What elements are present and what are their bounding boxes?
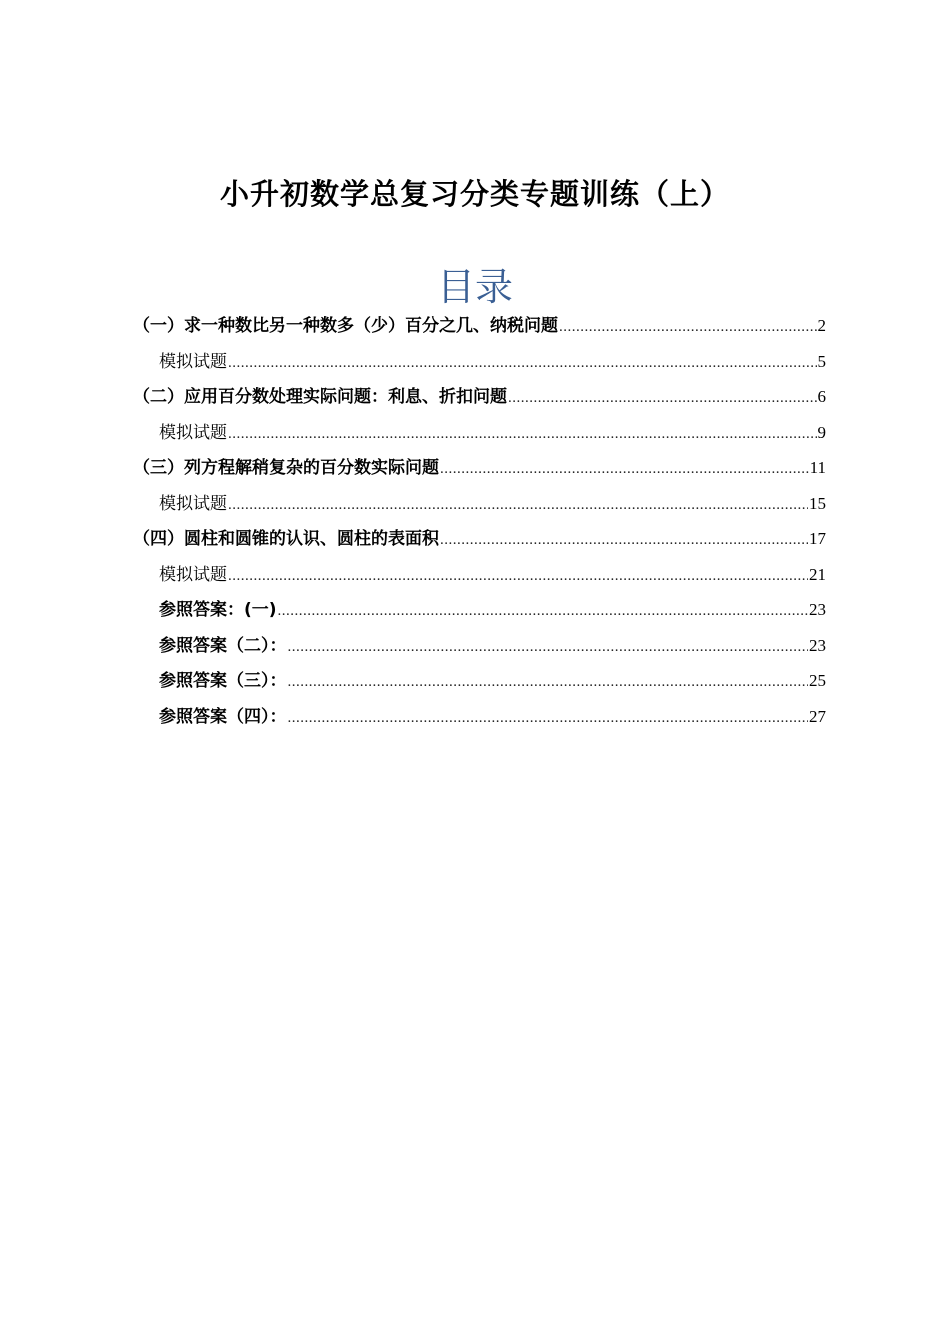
toc-entry[interactable] bbox=[133, 663, 826, 699]
toc-entry[interactable] bbox=[133, 379, 826, 415]
toc-dot-leader bbox=[228, 559, 808, 595]
toc-dot-leader bbox=[228, 417, 817, 453]
toc-entry-label: 模拟试题 bbox=[159, 422, 227, 443]
toc-entry[interactable] bbox=[133, 415, 826, 451]
toc-page-number: 17 bbox=[809, 529, 826, 548]
toc-dot-leader bbox=[508, 381, 817, 417]
toc-entry[interactable] bbox=[133, 486, 826, 522]
toc-dot-leader bbox=[559, 310, 817, 346]
toc-entry[interactable] bbox=[133, 628, 826, 664]
toc-dot-leader bbox=[440, 452, 809, 488]
toc-entry[interactable] bbox=[133, 521, 826, 557]
toc-dot-leader bbox=[288, 701, 809, 737]
toc-entry-label: （四）圆柱和圆锥的认识、圆柱的表面积 bbox=[133, 529, 439, 549]
toc-page-number: 2 bbox=[817, 316, 826, 335]
toc-entry-label: 模拟试题 bbox=[159, 351, 227, 372]
table-of-contents bbox=[133, 308, 826, 734]
toc-page-number: 6 bbox=[817, 387, 826, 406]
toc-entry-label: （二）应用百分数处理实际问题：利息、折扣问题 bbox=[133, 387, 507, 407]
toc-page-number: 21 bbox=[809, 564, 826, 584]
toc-dot-leader bbox=[288, 630, 809, 666]
toc-entry[interactable] bbox=[133, 699, 826, 735]
toc-entry[interactable] bbox=[133, 557, 826, 593]
toc-entry-label: 参照答案：(一) bbox=[159, 600, 277, 620]
document-title: 小升初数学总复习分类专题训练（上） bbox=[219, 177, 730, 211]
toc-heading: 目录 bbox=[436, 265, 513, 309]
toc-entry[interactable] bbox=[133, 308, 826, 344]
toc-entry-label: 参照答案（四）： bbox=[159, 706, 287, 727]
toc-entry-label: （一）求一种数比另一种数多（少）百分之几、纳税问题 bbox=[133, 316, 558, 336]
toc-dot-leader bbox=[440, 523, 808, 559]
toc-dot-leader bbox=[228, 346, 817, 382]
toc-page-number: 5 bbox=[817, 351, 826, 371]
toc-entry-label: 模拟试题 bbox=[159, 493, 227, 514]
toc-page-number: 23 bbox=[809, 635, 826, 655]
toc-dot-leader bbox=[278, 594, 808, 630]
toc-page-number: 25 bbox=[809, 671, 826, 690]
toc-entry[interactable] bbox=[133, 344, 826, 380]
toc-entry-label: 模拟试题 bbox=[159, 564, 227, 585]
toc-entry-label: 参照答案（三）： bbox=[159, 671, 287, 691]
toc-entry-label: 参照答案（二）： bbox=[159, 635, 287, 656]
toc-page-number: 11 bbox=[809, 458, 826, 477]
toc-page-number: 15 bbox=[809, 493, 826, 513]
toc-entry[interactable] bbox=[133, 592, 826, 628]
toc-page-number: 27 bbox=[809, 706, 826, 726]
toc-entry-label: （三）列方程解稍复杂的百分数实际问题 bbox=[133, 458, 439, 478]
toc-dot-leader bbox=[228, 488, 808, 524]
toc-page-number: 9 bbox=[817, 422, 826, 442]
toc-entry[interactable] bbox=[133, 450, 826, 486]
toc-dot-leader bbox=[288, 665, 809, 701]
toc-page-number: 23 bbox=[809, 600, 826, 619]
